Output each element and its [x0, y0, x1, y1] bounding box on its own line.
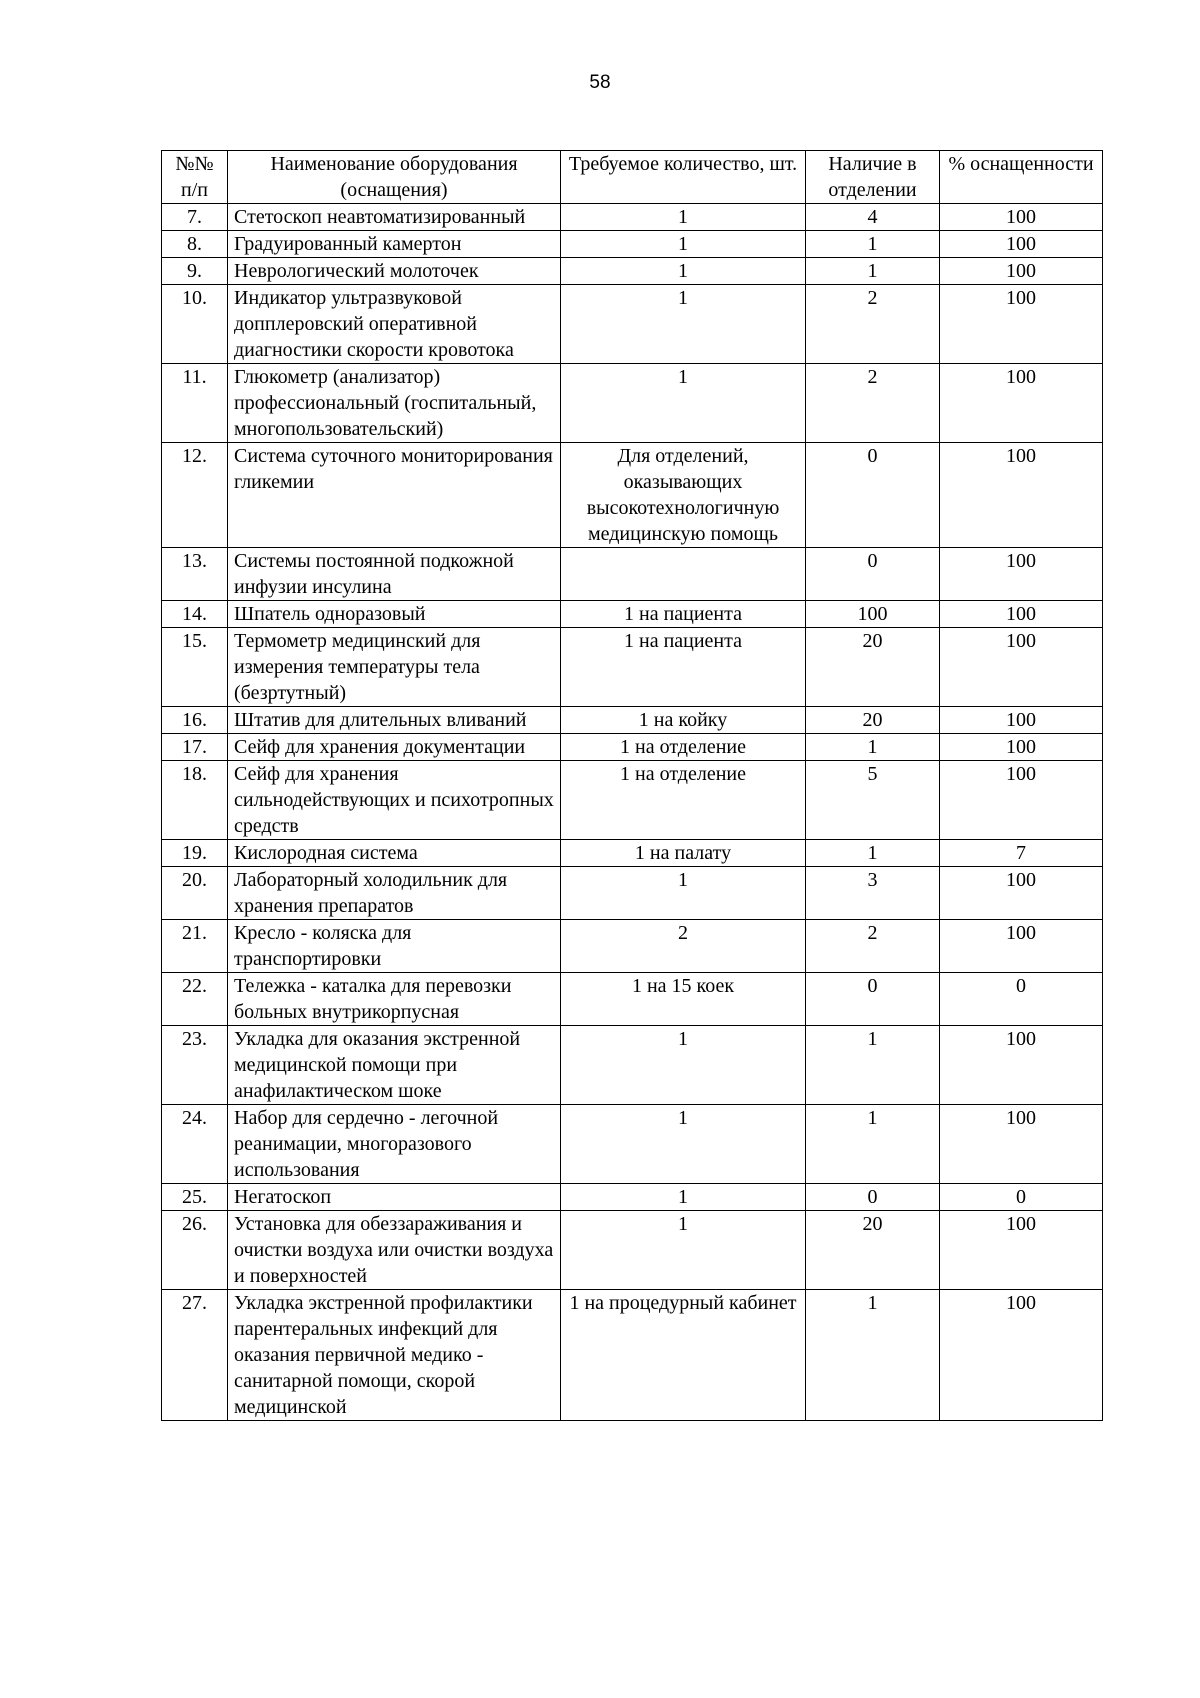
- row-name: Кислородная система: [228, 840, 561, 867]
- table-row: [162, 707, 1103, 734]
- row-percent: 100: [940, 231, 1103, 258]
- row-name: Негатоскоп: [228, 1184, 561, 1211]
- table-row: [162, 628, 1103, 707]
- row-available: 0: [806, 1184, 940, 1211]
- row-percent: 0: [940, 973, 1103, 1026]
- row-available: 2: [806, 285, 940, 364]
- row-required: 1: [561, 1026, 806, 1105]
- row-name: Тележка - каталка для перевозки больных внутрикорпусная: [228, 973, 561, 1026]
- row-available: 0: [806, 973, 940, 1026]
- header-num: №№ п/п: [162, 151, 228, 204]
- row-name: Термометр медицинский для измерения температуры тела (безртутный): [228, 628, 561, 707]
- row-available: 2: [806, 920, 940, 973]
- row-required: Для отделений, оказывающих высокотехнологичную медицинскую помощь: [561, 443, 806, 548]
- row-name: Системы постоянной подкожной инфузии инсулина: [228, 548, 561, 601]
- row-num: 9.: [162, 258, 228, 285]
- page-number: 58: [589, 72, 611, 93]
- row-available: 1: [806, 1290, 940, 1421]
- row-name: Установка для обеззараживания и очистки воздуха или очистки воздуха и поверхностей: [228, 1211, 561, 1290]
- row-num: 18.: [162, 761, 228, 840]
- row-required: 1: [561, 1105, 806, 1184]
- row-required: 1 на отделение: [561, 734, 806, 761]
- row-required: 1: [561, 364, 806, 443]
- row-available: 1: [806, 1105, 940, 1184]
- row-required: 1: [561, 285, 806, 364]
- row-num: 26.: [162, 1211, 228, 1290]
- row-available: 1: [806, 231, 940, 258]
- table-header-row: [162, 151, 1103, 204]
- row-required: 1 на койку: [561, 707, 806, 734]
- row-available: 1: [806, 1026, 940, 1105]
- row-available: 20: [806, 707, 940, 734]
- table-row: [162, 601, 1103, 628]
- row-num: 12.: [162, 443, 228, 548]
- table-row: [162, 840, 1103, 867]
- table-row: [162, 734, 1103, 761]
- row-name: Кресло - коляска для транспортировки: [228, 920, 561, 973]
- row-percent: 7: [940, 840, 1103, 867]
- table-row: [162, 1026, 1103, 1105]
- equipment-table: [161, 150, 1103, 1421]
- row-available: 20: [806, 628, 940, 707]
- row-name: Градуированный камертон: [228, 231, 561, 258]
- table-row: [162, 231, 1103, 258]
- row-name: Лабораторный холодильник для хранения препаратов: [228, 867, 561, 920]
- row-available: 100: [806, 601, 940, 628]
- row-num: 20.: [162, 867, 228, 920]
- row-available: 2: [806, 364, 940, 443]
- row-percent: 100: [940, 285, 1103, 364]
- row-num: 10.: [162, 285, 228, 364]
- table-row: [162, 258, 1103, 285]
- row-name: Неврологический молоточек: [228, 258, 561, 285]
- row-num: 27.: [162, 1290, 228, 1421]
- row-required: 1 на пациента: [561, 601, 806, 628]
- row-required: 1 на палату: [561, 840, 806, 867]
- row-percent: 100: [940, 1211, 1103, 1290]
- row-num: 25.: [162, 1184, 228, 1211]
- row-percent: 100: [940, 1290, 1103, 1421]
- row-available: 1: [806, 840, 940, 867]
- table-row: [162, 1184, 1103, 1211]
- table-row: [162, 920, 1103, 973]
- row-required: 1: [561, 258, 806, 285]
- table-row: [162, 867, 1103, 920]
- row-required: 1: [561, 204, 806, 231]
- row-required: 1: [561, 1184, 806, 1211]
- row-required: [561, 548, 806, 601]
- table-body: [162, 204, 1103, 1421]
- table-row: [162, 1105, 1103, 1184]
- row-num: 24.: [162, 1105, 228, 1184]
- row-required: 1 на пациента: [561, 628, 806, 707]
- header-required: Требуемое количество, шт.: [561, 151, 806, 204]
- row-required: 2: [561, 920, 806, 973]
- table-row: [162, 204, 1103, 231]
- row-num: 23.: [162, 1026, 228, 1105]
- row-name: Сейф для хранения документации: [228, 734, 561, 761]
- table-row: [162, 364, 1103, 443]
- row-required: 1 на отделение: [561, 761, 806, 840]
- row-num: 15.: [162, 628, 228, 707]
- header-percent: % оснащенности: [940, 151, 1103, 204]
- row-required: 1: [561, 867, 806, 920]
- row-percent: 100: [940, 258, 1103, 285]
- table-row: [162, 1290, 1103, 1421]
- row-percent: 0: [940, 1184, 1103, 1211]
- row-percent: 100: [940, 867, 1103, 920]
- row-num: 17.: [162, 734, 228, 761]
- row-name: Набор для сердечно - легочной реанимации, многоразового использования: [228, 1105, 561, 1184]
- row-required: 1: [561, 1211, 806, 1290]
- table-row: [162, 1211, 1103, 1290]
- row-percent: 100: [940, 443, 1103, 548]
- row-name: Стетоскоп неавтоматизированный: [228, 204, 561, 231]
- row-name: Глюкометр (анализатор) профессиональный (госпитальный, многопользовательский): [228, 364, 561, 443]
- row-name: Укладка для оказания экстренной медицинской помощи при анафилактическом шоке: [228, 1026, 561, 1105]
- table-row: [162, 548, 1103, 601]
- row-available: 20: [806, 1211, 940, 1290]
- row-num: 8.: [162, 231, 228, 258]
- header-available: Наличие в отделении: [806, 151, 940, 204]
- row-percent: 100: [940, 1105, 1103, 1184]
- row-num: 21.: [162, 920, 228, 973]
- row-name: Система суточного мониторирования гликемии: [228, 443, 561, 548]
- row-available: 1: [806, 258, 940, 285]
- row-num: 19.: [162, 840, 228, 867]
- row-percent: 100: [940, 1026, 1103, 1105]
- row-available: 0: [806, 548, 940, 601]
- header-name: Наименование оборудования (оснащения): [228, 151, 561, 204]
- table-row: [162, 285, 1103, 364]
- row-percent: 100: [940, 920, 1103, 973]
- row-percent: 100: [940, 734, 1103, 761]
- row-num: 14.: [162, 601, 228, 628]
- row-available: 0: [806, 443, 940, 548]
- row-name: Индикатор ультразвуковой допплеровский оперативной диагностики скорости кровотока: [228, 285, 561, 364]
- row-percent: 100: [940, 761, 1103, 840]
- row-percent: 100: [940, 204, 1103, 231]
- row-num: 16.: [162, 707, 228, 734]
- row-available: 5: [806, 761, 940, 840]
- row-required: 1 на процедурный кабинет: [561, 1290, 806, 1421]
- row-percent: 100: [940, 548, 1103, 601]
- row-name: Укладка экстренной профилактики парентеральных инфекций для оказания первичной медико - санитарной помощи, скорой медицинской: [228, 1290, 561, 1421]
- row-name: Штатив для длительных вливаний: [228, 707, 561, 734]
- row-num: 13.: [162, 548, 228, 601]
- row-name: Шпатель одноразовый: [228, 601, 561, 628]
- row-name: Сейф для хранения сильнодействующих и психотропных средств: [228, 761, 561, 840]
- row-num: 7.: [162, 204, 228, 231]
- row-available: 4: [806, 204, 940, 231]
- row-num: 11.: [162, 364, 228, 443]
- row-required: 1 на 15 коек: [561, 973, 806, 1026]
- row-percent: 100: [940, 628, 1103, 707]
- row-percent: 100: [940, 601, 1103, 628]
- row-required: 1: [561, 231, 806, 258]
- row-num: 22.: [162, 973, 228, 1026]
- row-available: 3: [806, 867, 940, 920]
- table-row: [162, 973, 1103, 1026]
- row-percent: 100: [940, 707, 1103, 734]
- table-row: [162, 761, 1103, 840]
- row-available: 1: [806, 734, 940, 761]
- table-row: [162, 443, 1103, 548]
- row-percent: 100: [940, 364, 1103, 443]
